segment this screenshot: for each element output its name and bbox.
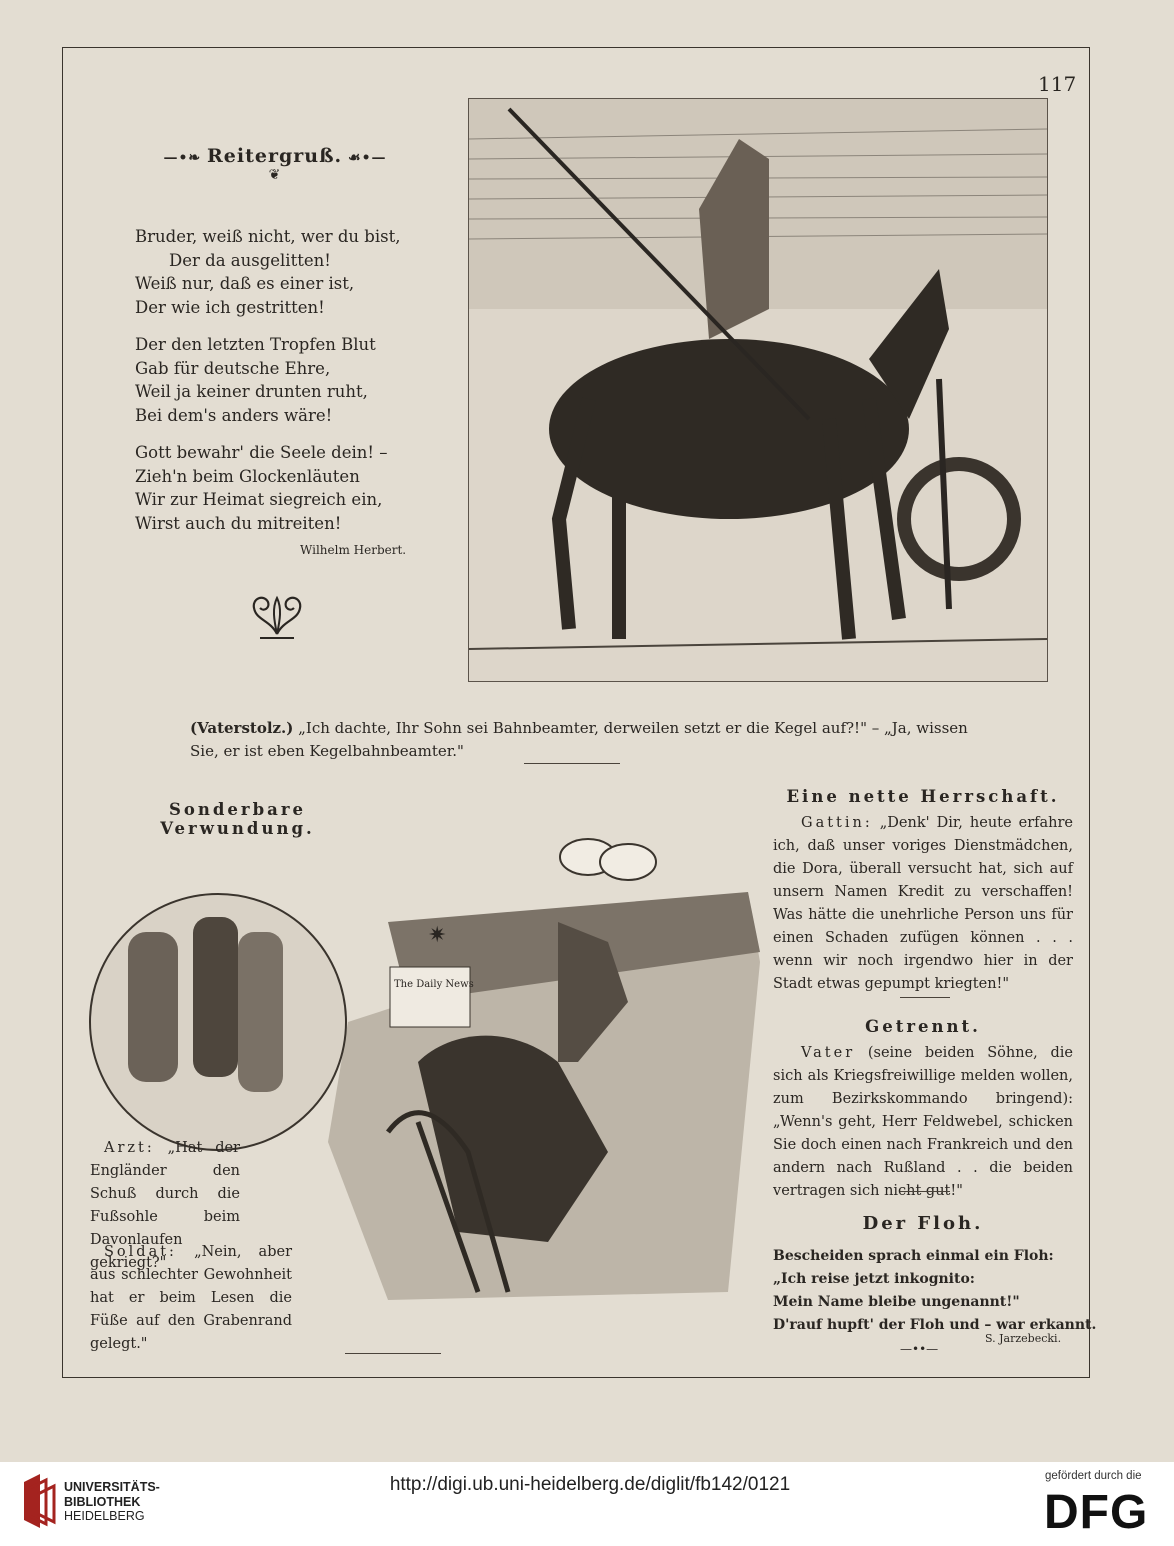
arzt-text: „Hat der Engländer den Schuß durch die Fußsohle beim Davonlaufen gekriegt?" (90, 1140, 240, 1271)
speaker-gattin: Gattin: (801, 815, 873, 831)
poem-line: Bruder, weiß nicht, wer du bist, (135, 227, 401, 246)
footer-bar (0, 1462, 1174, 1546)
divider (900, 997, 950, 998)
library-line-1: UNIVERSITÄTS- (64, 1480, 160, 1494)
svg-text:✷: ✷ (428, 923, 447, 948)
library-logo-icon (20, 1472, 58, 1530)
stanza-2 (135, 333, 415, 427)
floh-author: S. Jarzebecki. (985, 1332, 1062, 1345)
speaker-soldat: Soldat: (104, 1244, 177, 1260)
caption-label: (Vaterstolz.) (190, 719, 294, 737)
stanza-1 (135, 225, 415, 319)
verse-line: D'rauf hupft' der Floh und – war erkannt. (773, 1317, 1097, 1333)
stanza-3 (135, 441, 415, 535)
newspaper-title: The Daily News (394, 979, 474, 990)
poem-title (160, 145, 390, 183)
end-ornament-icon: —••— (900, 1342, 939, 1356)
poem-line: Der wie ich gestritten! (135, 297, 325, 317)
divider (524, 763, 620, 764)
fleuron-icon (248, 590, 306, 642)
poem-body (135, 225, 415, 549)
page-number: 117 (1038, 72, 1077, 96)
poem-line: Bei dem's anders wäre! (135, 405, 333, 425)
caption-text: „Ich dachte, Ihr Sohn sei Bahnbeamter, derweilen setzt er die Kegel auf?!" – „Ja, wissen Sie, er ist eben Kegelbahnbeamter." (190, 719, 968, 760)
illustration-rider-grave (468, 98, 1048, 682)
verse-line: „Ich reise jetzt inkognito: (773, 1271, 975, 1287)
verse-line: Bescheiden sprach einmal ein Floh: (773, 1248, 1054, 1264)
section-title-floh: Der Floh. (862, 1213, 984, 1234)
poem-line: Wir zur Heimat siegreich ein, (135, 490, 383, 509)
poem-line: Zieh'n beim Glockenläuten (135, 466, 360, 486)
poem-line: Wirst auch du mitreiten! (135, 513, 342, 533)
getrennt-body: (seine beiden Söhne, die sich als Kriegsfreiwillige melden wollen, zum Bezirkskommando bringend): „Wenn's geht, Herr Feldwebel, schicken Sie doch einen nach Frankreich und den andern nach Rußland . . die beiden vertragen sich nicht gut!" (773, 1045, 1074, 1199)
herrschaft-text (773, 812, 1073, 996)
small-ornament-icon: ❦ (268, 167, 282, 183)
divider (900, 1191, 950, 1192)
herrschaft-body: „Denk' Dir, heute erfahre ich, daß unser voriges Dienstmädchen, die Dora, überall versucht hat, sich auf unsern Namen Kredit zu verschaffen! Was hätte die unehrliche Person uns für einen Schaden zufügen können . . . wenn wir noch irgendwo hier in der Stadt etwas gepumpt kriegten!" (773, 815, 1073, 992)
caption-vaterstolz (190, 717, 980, 763)
poem-line: Der den letzten Tropfen Blut (135, 335, 376, 354)
speaker-vater: Vater (801, 1045, 856, 1061)
library-name (64, 1480, 160, 1524)
speaker-arzt: Arzt: (104, 1140, 155, 1156)
poem-author: Wilhelm Herbert. (300, 543, 407, 557)
funding-note: gefördert durch die (1045, 1470, 1142, 1482)
soldat-text: „Nein, aber aus schlechter Gewohnheit hat er beim Lesen die Füße auf den Grabenrand gelegt." (90, 1244, 292, 1352)
section-title-getrennt: Getrennt. (865, 1017, 981, 1036)
section-title-sonderbare: Sonderbare Verwundung. (160, 800, 315, 838)
poem-title-text: Reitergruß. (207, 145, 343, 167)
poem-line: Gab für deutsche Ehre, (135, 358, 331, 378)
source-url[interactable]: http://digi.ub.uni-heidelberg.de/diglit/fb142/0121 (389, 1474, 791, 1495)
ornament-left-icon: —•❧ (163, 150, 208, 166)
getrennt-text (773, 1042, 1073, 1203)
verse-line: Mein Name bleibe ungenannt!" (773, 1294, 1020, 1310)
section-title-herrschaft: Eine nette Herrschaft. (786, 787, 1060, 806)
ornament-right-icon: ☙•— (342, 150, 387, 166)
library-line-2: BIBLIOTHEK (64, 1494, 141, 1509)
poem-line: Gott bewahr' die Seele dein! – (135, 443, 388, 462)
library-line-3: HEIDELBERG (64, 1509, 145, 1523)
soldat-dialogue (90, 1241, 292, 1356)
poem-line: Der da ausgelitten! (169, 250, 331, 270)
poem-line: Weiß nur, daß es einer ist, (135, 274, 355, 293)
divider (345, 1353, 441, 1354)
dfg-logo: DFG (1044, 1486, 1149, 1539)
floh-verse (773, 1245, 1097, 1337)
poem-line: Weil ja keiner drunten ruht, (135, 382, 368, 401)
